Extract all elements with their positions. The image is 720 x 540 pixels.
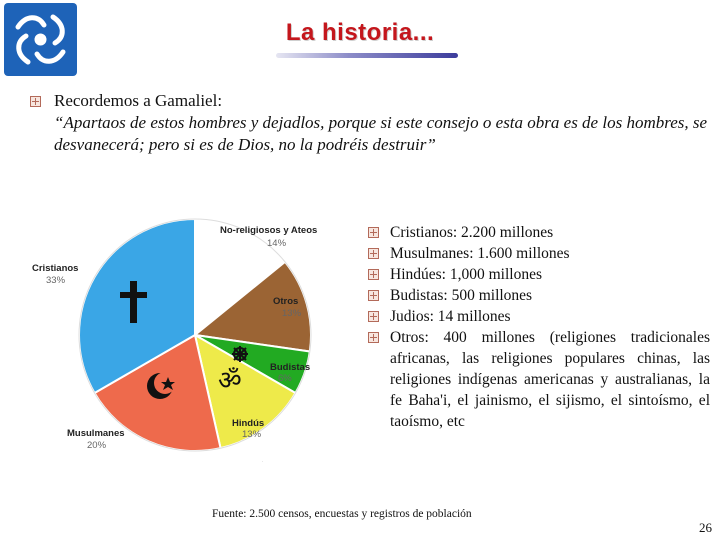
stat-item <box>368 285 710 306</box>
slice-percent: 13% <box>282 308 302 319</box>
title-underline <box>276 53 458 58</box>
intro-block <box>30 90 710 156</box>
stat-item <box>368 222 710 243</box>
page-number: 26 <box>699 520 712 535</box>
slide-title: La historia... <box>285 19 435 46</box>
stat-item <box>368 264 710 285</box>
chart-credit: . <box>262 458 264 463</box>
slice-label: Otros <box>273 296 299 307</box>
slice-percent: 6% <box>278 373 292 384</box>
stat-text: Hindúes: 1,000 millones <box>390 266 542 283</box>
stat-text: Budistas: 500 millones <box>390 287 533 304</box>
slice-label: Budistas <box>270 362 311 373</box>
bullet-icon <box>30 96 41 107</box>
om-icon <box>218 365 242 395</box>
slice-percent: 20% <box>87 440 107 451</box>
stat-item <box>368 327 710 432</box>
bullet-icon <box>368 269 379 280</box>
bullet-icon <box>368 332 379 343</box>
slice-label: Hindús <box>232 418 265 429</box>
svg-text:ॐ: ॐ <box>218 365 242 395</box>
intro-lead: Recordemos a Gamaliel: <box>54 91 223 110</box>
source-note: Fuente: 2.500 censos, encuestas y registros de población <box>212 508 472 520</box>
stat-text: Musulmanes: 1.600 millones <box>390 245 570 262</box>
dharma-wheel-icon <box>232 346 248 362</box>
slice-label: Cristianos <box>32 263 79 274</box>
stat-item <box>368 306 710 327</box>
stat-text: Judios: 14 millones <box>390 308 511 325</box>
slice-label: Musulmanes <box>67 428 125 439</box>
stat-item <box>368 243 710 264</box>
slice-percent: 13% <box>242 429 262 440</box>
bullet-icon <box>368 290 379 301</box>
stat-text: Cristianos: 2.200 millones <box>390 224 554 241</box>
slice-percent: 33% <box>46 275 66 286</box>
bullet-icon <box>368 227 379 238</box>
slice-label: No-religiosos y Ateos <box>220 225 318 236</box>
slice-percent: 14% <box>267 238 287 249</box>
stat-text: Otros: 400 millones (religiones tradicionales africanas, las religiones populares chinas, las religiones indígenas americanas y australianas, la fe Baha'i, el jainismo, el sijismo, el sintoísmo, el taoísmo, etc <box>390 329 710 430</box>
gamaliel-quote: “Apartaos de estos hombres y dejadlos, porque si este consejo o esta obra es de los hombres, se desvanecerá; pero si es de Dios, no la podréis destruir” <box>54 113 708 154</box>
religion-stats-list <box>368 222 710 432</box>
bullet-icon <box>368 248 379 259</box>
religions-pie-chart <box>20 205 360 467</box>
bullet-icon <box>368 311 379 322</box>
